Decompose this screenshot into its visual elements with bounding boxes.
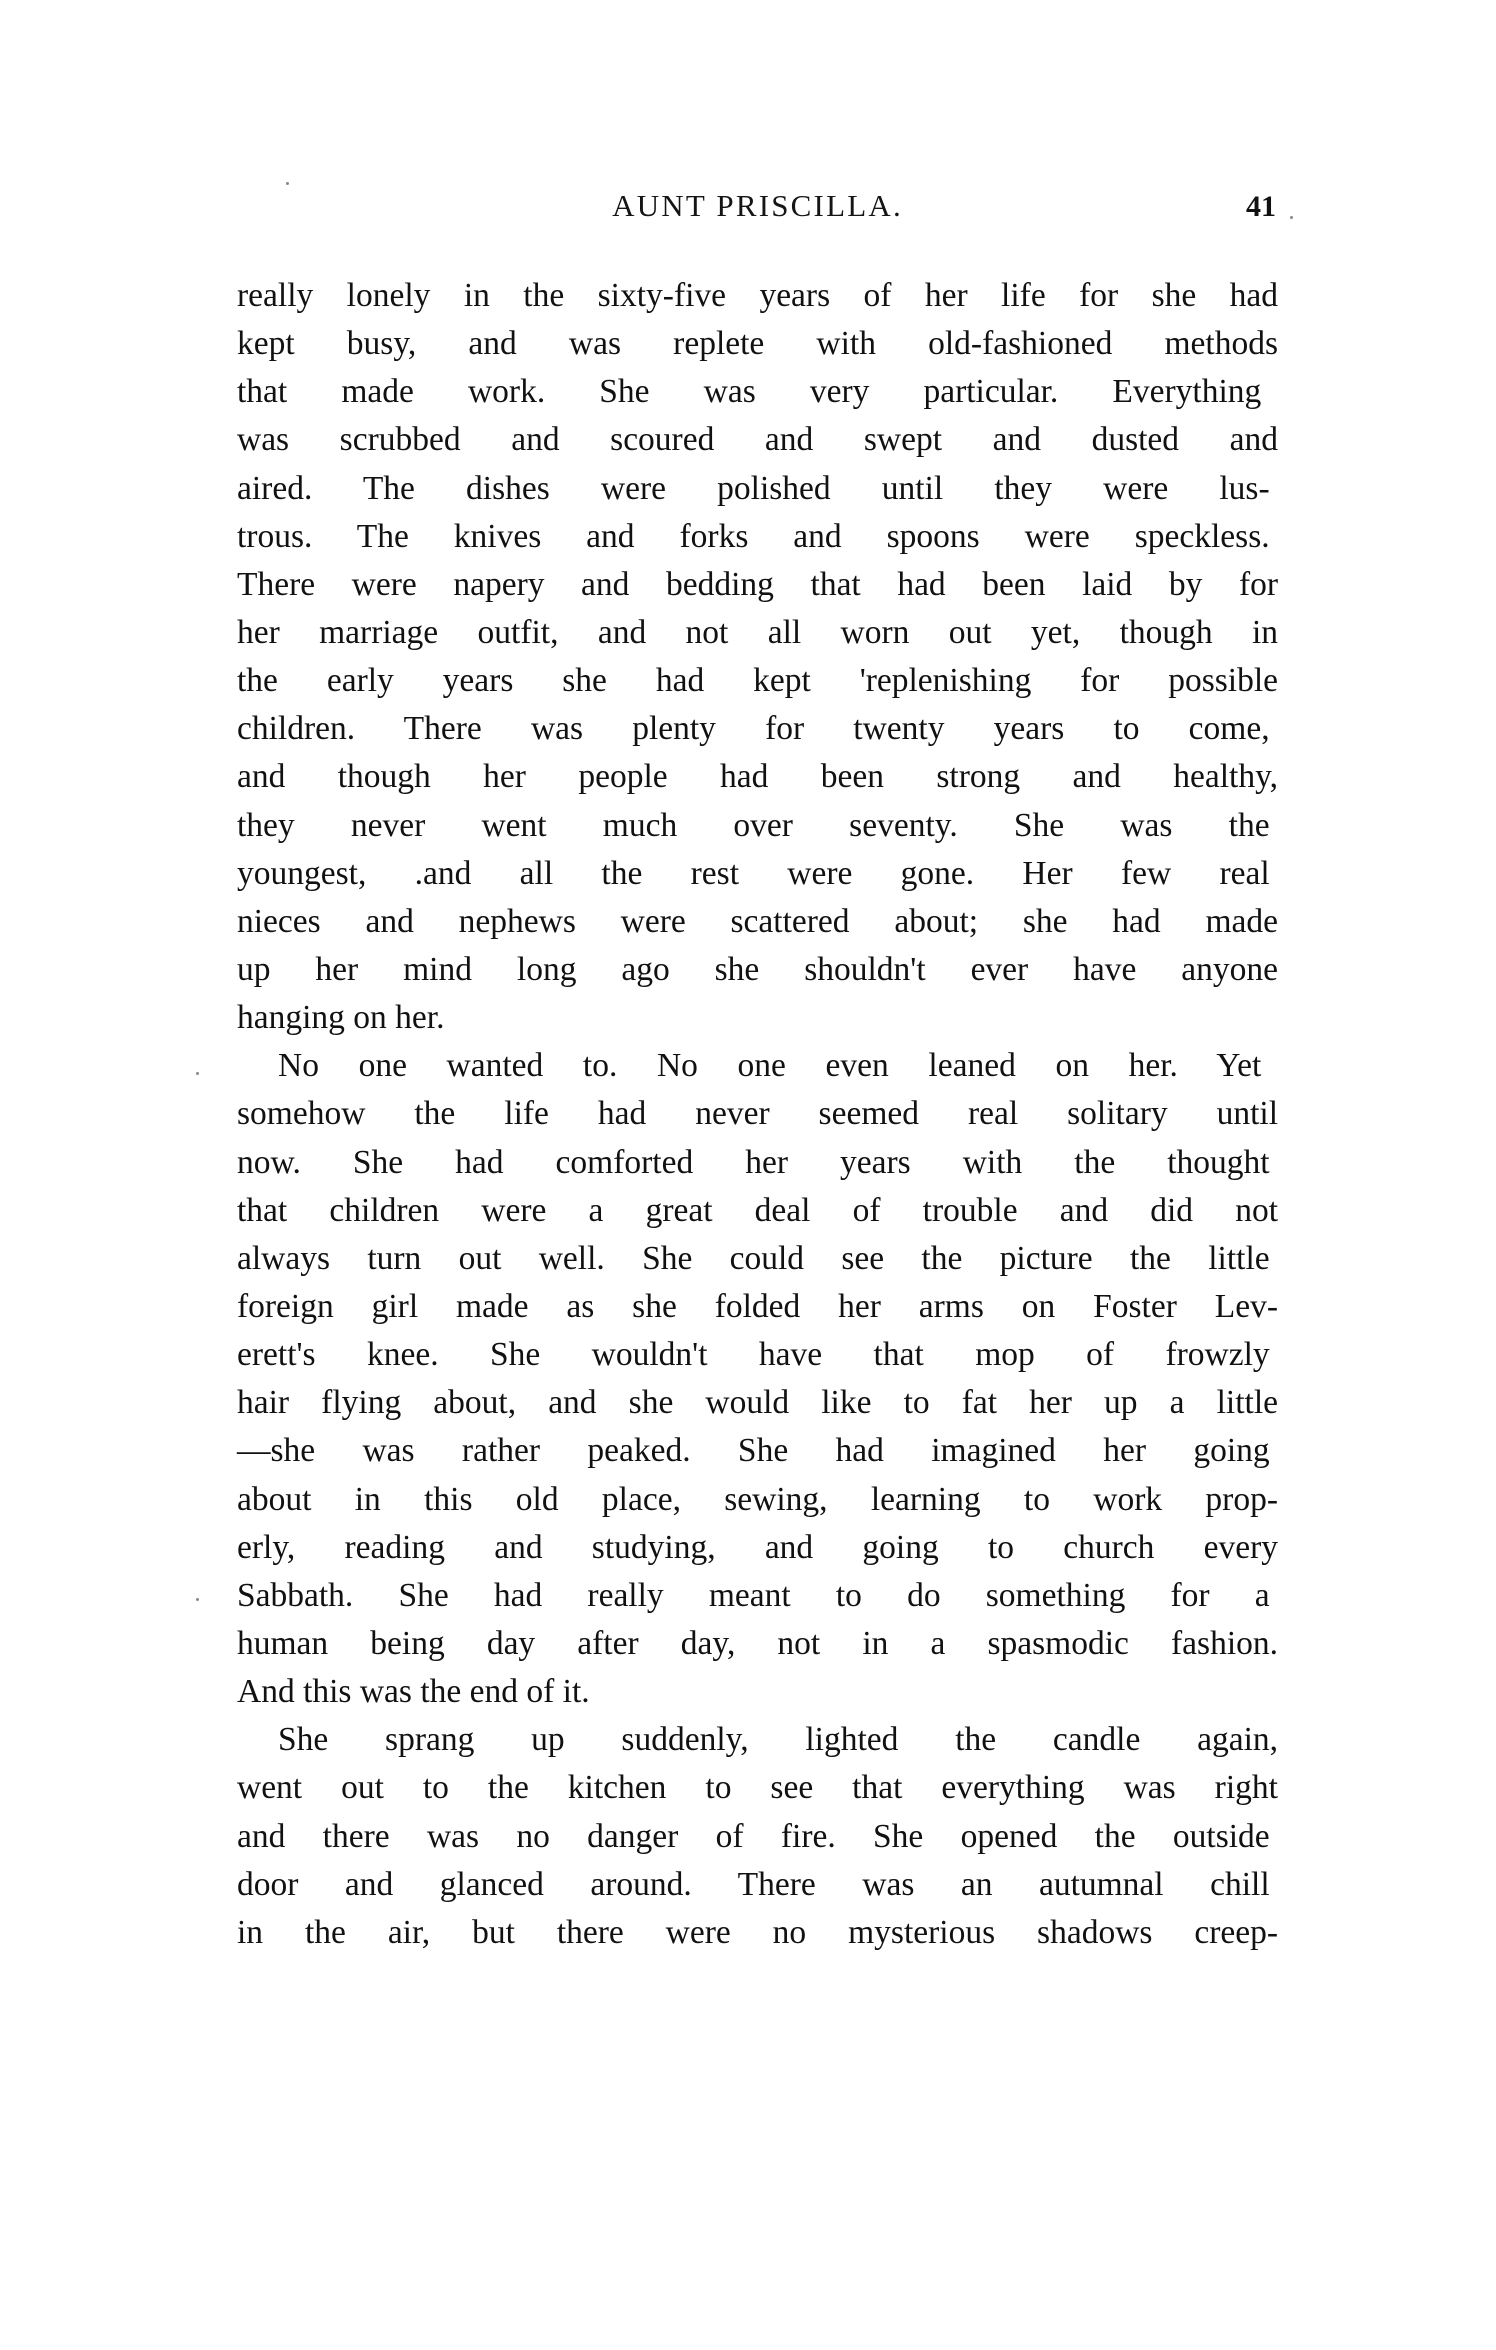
text-line: human being day after day, not in a spasmodic fashion.: [237, 1624, 1278, 1662]
scan-speck: [286, 182, 289, 185]
text-line: about in this old place, sewing, learning to work prop-: [237, 1480, 1278, 1518]
text-line: trous. The knives and forks and spoons were speckless.: [237, 517, 1270, 555]
paragraph: [237, 272, 1278, 1042]
body-text: [237, 272, 1278, 1957]
text-line: in the air, but there were no mysterious shadows creep-: [237, 1913, 1279, 1951]
paragraph: [237, 1716, 1278, 1957]
running-title: AUNT PRISCILLA.: [612, 188, 903, 223]
text-line: was scrubbed and scoured and swept and dusted and: [237, 421, 1278, 459]
text-line: that children were a great deal of trouble and did not: [237, 1191, 1279, 1229]
text-line: the early years she had kept 'replenishing for possible: [237, 662, 1279, 700]
scan-speck: [1290, 216, 1293, 219]
text-line: always turn out well. She could see the picture the little: [237, 1239, 1270, 1277]
running-head: [237, 186, 1278, 226]
text-line: that made work. She was very particular. Everything: [237, 373, 1262, 411]
text-line: She sprang up suddenly, lighted the candle again,: [278, 1721, 1279, 1759]
text-line: kept busy, and was replete with old-fashioned methods: [237, 325, 1278, 363]
text-line: now. She had comforted her years with the thought: [237, 1143, 1270, 1181]
text-line: hair flying about, and she would like to fat her up a little: [237, 1384, 1278, 1422]
text-line: up her mind long ago she shouldn't ever have anyone: [237, 950, 1279, 988]
text-line: and there was no danger of fire. She opened the outside: [237, 1817, 1270, 1855]
text-line: erett's knee. She wouldn't have that mop of frowzly: [237, 1336, 1270, 1374]
text-line: There were napery and bedding that had been laid by for: [237, 565, 1279, 603]
text-line: and though her people had been strong and healthy,: [237, 758, 1279, 796]
text-line: And this was the end of it.: [237, 1673, 590, 1711]
scan-speck: [196, 1598, 199, 1601]
text-line: foreign girl made as she folded her arms on Foster Lev-: [237, 1287, 1278, 1325]
text-line: children. There was plenty for twenty years to come,: [237, 710, 1270, 748]
text-line: somehow the life had never seemed real solitary until: [237, 1095, 1279, 1133]
paragraph: [237, 1042, 1278, 1716]
text-line: they never went much over seventy. She was the: [237, 806, 1270, 844]
text-line: her marriage outfit, and not all worn out yet, though in: [237, 613, 1279, 651]
text-line: door and glanced around. There was an autumnal chill: [237, 1865, 1270, 1903]
text-line: really lonely in the sixty-five years of her life for she had: [237, 277, 1279, 314]
text-line: erly, reading and studying, and going to church every: [237, 1528, 1279, 1566]
text-line: nieces and nephews were scattered about; she had made: [237, 902, 1278, 940]
text-line: Sabbath. She had really meant to do something for a: [237, 1576, 1270, 1614]
text-line: No one wanted to. No one even leaned on her. Yet: [278, 1047, 1262, 1085]
scan-speck: [196, 1072, 199, 1075]
text-line: aired. The dishes were polished until they were lus-: [237, 469, 1270, 507]
text-line: went out to the kitchen to see that everything was right: [237, 1769, 1278, 1807]
text-line: —she was rather peaked. She had imagined her going: [237, 1432, 1270, 1470]
page-number: 41: [1246, 190, 1276, 223]
text-line: youngest, .and all the rest were gone. Her few real: [237, 854, 1270, 892]
text-line: hanging on her.: [237, 999, 445, 1037]
